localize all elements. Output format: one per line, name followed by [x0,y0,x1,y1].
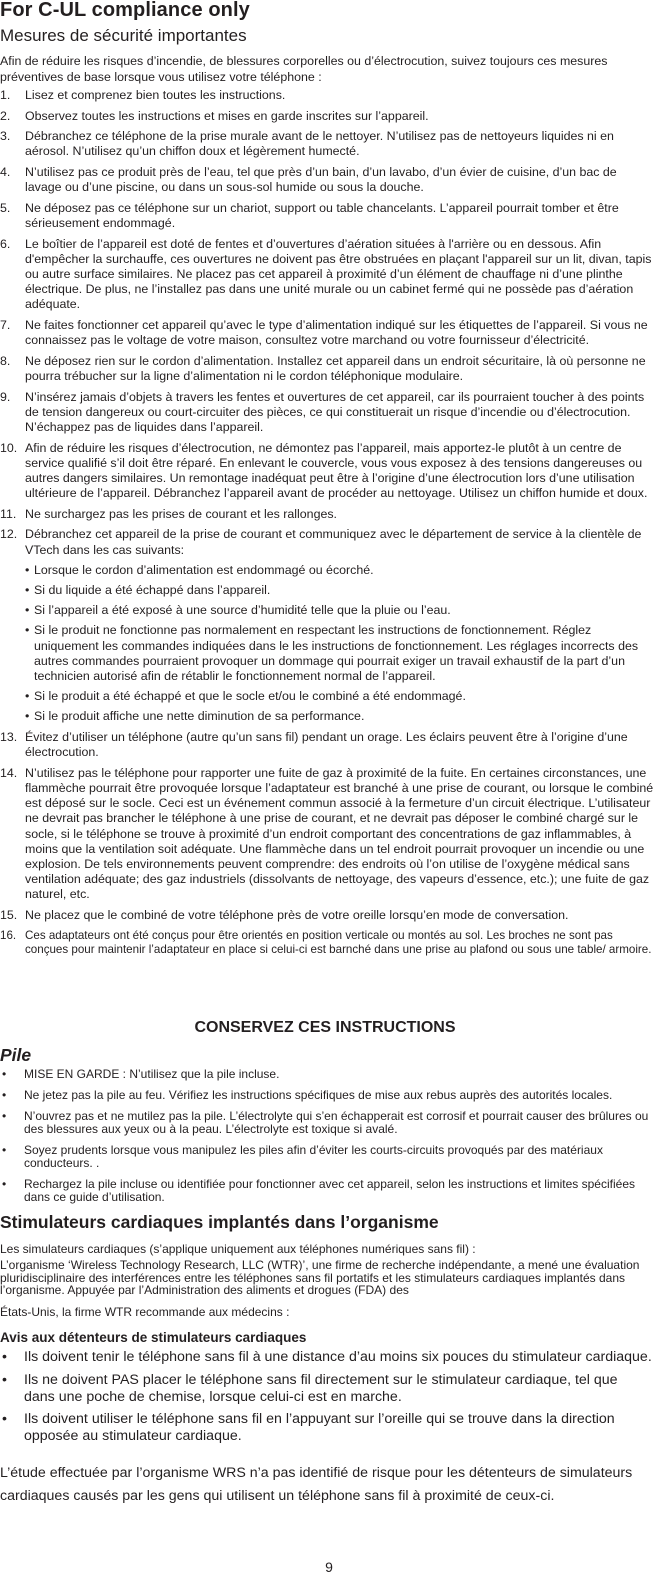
bullet-icon: • [25,603,30,618]
battery-item-text: N’ouvrez pas et ne mutilez pas la pile. L’électrolyte qui s’en échapperait est corrosif et pourrait causer des brûlures ou des blessures aux yeux ou à la peau. L’électrolyte est toxique si avalé. [24,1108,649,1136]
instruction-sub-item [25,583,654,598]
battery-list [0,1068,650,1212]
instruction-item [0,201,654,231]
pacemaker-paragraph-2: L’organisme ‘Wireless Technology Research, LLC (WTR)’, une firme de recherche indépendante, a mené une évaluation pluridisciplinaire des interférences entre les téléphones sans fil portatifs et les stimulateurs cardiaques implantés dans l’organisme. Appuyée par l’Administration des aliments et drogues (FDA) des [0,1258,640,1298]
instruction-text: Débranchez ce téléphone de la prise murale avant de le nettoyer. N’utilisez pas de nettoyeurs liquides ni en aérosol. N’utilisez qu’un chiffon doux et légèrement humecté. [25,129,614,159]
instruction-item [0,929,654,957]
battery-item [0,1110,650,1137]
battery-item [0,1144,650,1171]
instruction-item [0,527,654,724]
safety-heading: Mesures de sécurité importantes [0,26,247,45]
instruction-item [0,441,654,502]
instruction-sub-text: Si du liquide a été échappé dans l’appareil. [34,582,271,597]
instruction-item [0,908,654,923]
instruction-sub-item [25,709,654,724]
instruction-item [0,730,654,760]
instruction-item [0,390,654,436]
instruction-text: N’utilisez pas le téléphone pour rapporter une fuite de gaz à proximité de la fuite. En certaines circonstances, une flammèche pourrait être provoquée lorsque l’adaptateur est branché à une prise de courant, ou lorsque le combiné est déposé sur le socle. Ceci est un événement commun associé à la fermeture d’un circuit électrique. L’utilisateur ne devrait pas brancher le téléphone à une prise de courant, et ne devrait pas déposer le combiné chargé sur le socle, si le téléphone se trouve à proximité d’un endroit comportant des concentrations de gaz inflammables, à moins que la ventilation soit adéquate. Une flammèche dans un tel endroit pourrait provoquer un incendie ou une explosion. De tels environnements peuvent comprendre: des endroits où l’on utilise de l’oxygène médical sans ventilation adéquate; des gaz industriels (dissolvants de nettoyage, des vapeurs d’essence, etc.); une fuite de gaz naturel, etc. [25,765,654,902]
bullet-icon: • [2,1142,7,1157]
battery-item-text: Rechargez la pile incluse ou identifiée pour fonctionner avec cet appareil, selon les instructions et limites spécifiées dans ce guide d’utilisation. [24,1176,635,1205]
instruction-number: 11. [0,506,17,521]
instruction-number: 14. [0,765,18,780]
keep-instructions-heading: CONSERVEZ CES INSTRUCTIONS [194,1019,456,1036]
instruction-item [0,109,654,124]
instruction-sub-text: Lorsque le cordon d’alimentation est endommagé ou écorché. [34,562,374,577]
bullet-icon: • [25,689,30,704]
battery-item-text: Soyez prudents lorsque vous manipulez les piles afin d’éviter les courts-circuits provoqués par des matériaux conducteurs. . [24,1142,603,1170]
instruction-text: Lisez et comprenez bien toutes les instructions. [25,88,286,102]
intro-paragraph: Afin de réduire les risques d’incendie, de blessures corporelles ou d’électrocution, suivez toujours ces mesures préventives de base lorsque vous utilisez votre téléphone : [0,54,608,84]
instruction-text: N’insérez jamais d’objets à travers les fentes et ouvertures de cet appareil, car ils pourraient toucher à des points de tension dangereux ou court-circuiter des pièces, ce qui constituerait un risque d’incendie ou d’électrocution. N’échappez pas de liquides dans l’appareil. [25,389,645,434]
instruction-text: Ne déposez pas ce téléphone sur un chariot, support ou table chancelants. L’appareil pourrait tomber et être sérieusement endommagé. [25,200,619,230]
bullet-icon: • [2,1349,7,1365]
instruction-sub-list [25,563,654,725]
bullet-icon: • [25,582,30,597]
bullet-icon: • [25,623,30,638]
instruction-number: 10. [0,440,18,455]
instruction-text: N’utilisez pas ce produit près de l’eau, tel que près d’un bain, d’un lavabo, d’un évier de cuisine, d’un bac de lavage ou d’une piscine, ou dans un sous-sol humide ou sous la douche. [25,164,617,195]
instruction-item [0,129,654,159]
pacemaker-notice-text: Ils ne doivent PAS placer le téléphone sans fil directement sur le stimulateur cardiaque, tel que dans une poche de chemise, lorsque celui-ci est en marche. [24,1371,618,1405]
instruction-number: 13. [0,730,18,744]
instruction-number: 7. [0,317,11,332]
safety-instructions-list [0,88,654,962]
instruction-text: Observez toutes les instructions et mises en garde inscrites sur l’appareil. [25,108,429,123]
bullet-icon: • [2,1087,7,1102]
instruction-sub-text: Si le produit ne fonctionne pas normalement en respectant les instructions de fonctionnement. Réglez uniquement les commandes indiquées dans le les instructions de fonctionnement. Les réglages incorrects des autres commandes pourraient provoquer un dommage qui pourrait exiger un travail exhaustif de la part d’un technicien autorisé afin de rétablir le fonctionnement normal de l’appareil. [34,623,639,683]
instruction-text: Ne déposez rien sur le cordon d’alimentation. Installez cet appareil dans un endroit sécuritaire, là où personne ne pourra trébucher sur la ligne d’alimentation ni le cordon téléphonique modulaire. [25,353,646,383]
pacemaker-notice-text: Ils doivent tenir le téléphone sans fil à une distance d’au moins six pouces du stimulateur cardiaque. [24,1349,652,1365]
instruction-text: Ces adaptateurs ont été conçus pour être orientés en position verticale ou montés au sol. Les broches ne sont pas conçues pour maintenir l’adaptateur en place si celui-ci est barnché dans une prise au plafond ou sous une table/ armoire. [25,928,652,956]
instruction-number: 6. [0,236,11,251]
instruction-item [0,237,654,313]
pacemaker-notice-item [0,1349,652,1366]
instruction-number: 3. [0,129,11,144]
instruction-sub-item [25,623,654,684]
instruction-text: Le boîtier de l’appareil est doté de fentes et d’ouvertures d’aération situées à l'arrière ou en dessous. Afin d'empêcher la surchauffe, ces ouvertures ne doivent pas être obstruées en plaçant l'appareil sur un lit, divan, tapis ou autre surface similaires. Ne placez pas cet appareil à proximité d’un élément de chauffage ni d’une plinthe électrique. De plus, ne l’installez pas dans une unité murale ou un cabinet fermé qui ne possède pas d’aération adéquate. [25,236,652,312]
instruction-sub-text: Si l’appareil a été exposé à une source d’humidité telle que la pluie ou l’eau. [34,603,451,618]
page-number: 9 [325,1559,333,1575]
bullet-icon: • [25,562,30,577]
instruction-number: 1. [0,88,11,102]
instruction-number: 15. [0,908,18,923]
bullet-icon: • [2,1108,7,1123]
instruction-sub-item [25,603,654,618]
instruction-sub-item [25,689,654,704]
battery-item-text: Ne jetez pas la pile au feu. Vérifiez les instructions spécifiques de mise aux rebus auprès des autorités locales. [24,1087,613,1102]
instruction-number: 16. [0,928,17,942]
instruction-text: Ne surchargez pas les prises de courant et les rallonges. [25,506,337,521]
instruction-text: Afin de réduire les risques d’électrocution, ne démontez pas l’appareil, mais apportez-le plutôt à un centre de service qualifié s’il doit être réparé. En enlevant le couvercle, vous vous exposez à des tensions dangereuses ou autres dangers similaires. Un remontage inadéquat peut être à l’origine d’une électrocution lors d’une utilisation ultérieure de l’appareil. Débranchez l’appareil avant de procéder au nettoyage. Utilisez un chiffon humide et doux. [25,440,648,501]
instruction-item [0,165,654,195]
bullet-icon: • [25,709,30,724]
battery-item [0,1089,650,1102]
battery-item-text: MISE EN GARDE : N’utilisez que la pile incluse. [24,1067,280,1081]
instruction-number: 5. [0,200,11,215]
battery-heading: Pile [0,1045,32,1065]
instruction-number: 4. [0,164,11,179]
instruction-item [0,507,654,522]
instruction-number: 8. [0,353,11,368]
instruction-item [0,318,654,348]
bullet-icon: • [2,1067,7,1081]
pacemaker-notice-item [0,1411,652,1445]
bullet-icon: • [2,1371,7,1388]
pacemaker-notice-list [0,1349,652,1451]
compliance-title: For C-UL compliance only [0,0,250,21]
pacemaker-paragraph-3: États-Unis, la firme WTR recommande aux médecins : [0,1305,290,1319]
instruction-sub-text: Si le produit a été échappé et que le socle et/ou le combiné a été endommagé. [34,689,466,704]
instruction-text: Évitez d’utiliser un téléphone (autre qu’un sans fil) pendant un orage. Les éclairs peuvent être à l’origine d’une électrocution. [25,730,628,760]
instruction-item [0,354,654,384]
instruction-item [0,88,654,103]
bullet-icon: • [2,1411,7,1428]
bullet-icon: • [2,1176,7,1191]
instruction-text: Ne placez que le combiné de votre téléphone près de votre oreille lorsqu’en mode de conversation. [25,908,569,923]
pacemaker-notice-item [0,1372,652,1406]
instruction-number: 12. [0,527,18,542]
instruction-text: Ne faites fonctionner cet appareil qu’avec le type d’alimentation indiqué sur les étiquettes de l’appareil. Si vous ne connaissez pas le voltage de votre maison, consultez votre marchand ou votre fournisseur d’électricité. [25,317,648,348]
pacemaker-heading: Stimulateurs cardiaques implantés dans l’organisme [0,1212,439,1232]
instruction-text: Débranchez cet appareil de la prise de courant et communiquez avec le département de service à la clientèle de VTech dans les cas suivants: [25,527,642,557]
battery-item [0,1178,650,1205]
pacemaker-paragraph-1: Les simulateurs cardiaques (s’applique uniquement aux téléphones numériques sans fil) : [0,1242,476,1256]
instruction-number: 9. [0,389,11,404]
instruction-item [0,766,654,903]
instruction-sub-item [25,563,654,578]
instruction-sub-text: Si le produit affiche une nette diminution de sa performance. [34,709,365,724]
pacemaker-notice-heading: Avis aux détenteurs de stimulateurs cardiaques [0,1330,307,1345]
pacemaker-notice-text: Ils doivent utiliser le téléphone sans fil en l’appuyant sur l’oreille qui se trouve dans la direction opposée au stimulateur cardiaque. [24,1411,615,1445]
battery-item [0,1068,650,1081]
instruction-number: 2. [0,108,11,123]
pacemaker-conclusion: L’étude effectuée par l’organisme WRS n’a pas identifié de risque pour les détenteurs de simulateurs cardiaques causés par les gens qui utilisent un téléphone sans fil à proximité de ceux-ci. [0,1465,633,1504]
